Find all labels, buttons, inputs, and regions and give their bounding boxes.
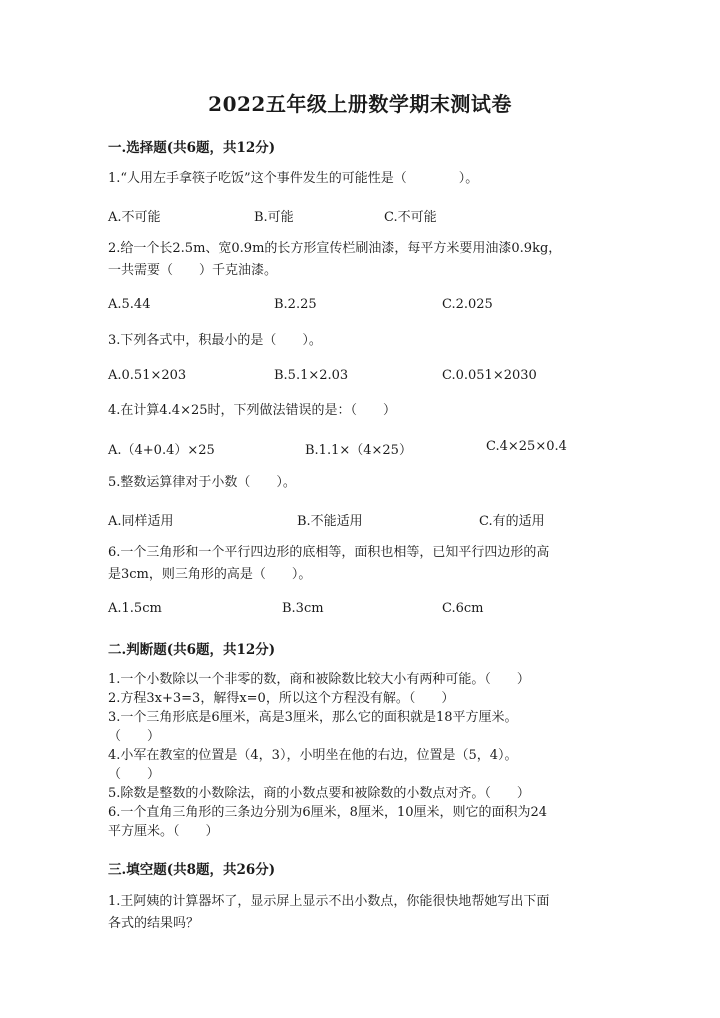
judge-line-3: 3.一个三角形底是6厘米，高是3厘米，那么它的面积就是18平方厘米。	[108, 710, 518, 725]
q3-option-a: A.0.51×203	[108, 368, 187, 383]
question-2-stem-line-1: 2.给一个长2.5m、宽0.9m的长方形宣传栏刷油漆，每平方米要用油漆0.9kg，	[108, 241, 562, 256]
judge-line-2: 2.方程3x+3=3，解得x=0，所以这个方程没有解。（ ）	[108, 691, 455, 706]
judge-line-4: 4.小军在教室的位置是（4，3），小明坐在他的右边，位置是（5，4）。	[108, 748, 518, 763]
section-heading-choice: 一.选择题(共6题，共12分)	[108, 140, 276, 156]
judge-line-3-blank: （ ）	[108, 729, 161, 744]
q6-option-b: B.3cm	[282, 601, 324, 616]
q5-option-b: B.不能适用	[297, 514, 363, 529]
question-2-stem-line-2: 一共需要（ ）千克油漆。	[108, 263, 278, 278]
judge-line-6: 6.一个直角三角形的三条边分别为6厘米，8厘米，10厘米，则它的面积为24	[108, 805, 548, 820]
q1-option-c: C.不可能	[384, 210, 437, 225]
q4-option-a: A.（4+0.4）×25	[108, 443, 215, 458]
page-title: 2022五年级上册数学期末测试卷	[208, 92, 512, 116]
q1-option-b: B.可能	[254, 210, 294, 225]
q2-option-b: B.2.25	[274, 297, 317, 312]
q2-option-c: C.2.025	[442, 297, 493, 312]
q3-option-c: C.0.051×2030	[442, 368, 537, 383]
q4-option-c: C.4×25×0.4	[486, 439, 567, 454]
q1-option-a: A.不可能	[108, 210, 161, 225]
q2-option-a: A.5.44	[108, 297, 151, 312]
question-3-stem: 3.下列各式中，积最小的是（ ）。	[108, 333, 322, 348]
question-4-stem: 4.在计算4.4×25时，下列做法错误的是：（ ）	[108, 403, 397, 418]
q4-option-b: B.1.1×（4×25）	[305, 443, 412, 458]
question-5-stem: 5.整数运算律对于小数（ ）。	[108, 475, 296, 490]
fill-question-1-line-1: 1.王阿姨的计算器坏了，显示屏上显示不出小数点，你能很快地帮她写出下面	[108, 894, 550, 909]
judge-line-1: 1.一个小数除以一个非零的数，商和被除数比较大小有两种可能。（ ）	[108, 672, 530, 687]
section-heading-fill: 三.填空题(共8题，共26分)	[108, 862, 276, 878]
q3-option-b: B.5.1×2.03	[274, 368, 349, 383]
q6-option-c: C.6cm	[442, 601, 484, 616]
section-heading-judge: 二.判断题(共6题，共12分)	[108, 642, 276, 658]
judge-line-5: 5.除数是整数的小数除法，商的小数点要和被除数的小数点对齐。（ ）	[108, 786, 530, 801]
q5-option-c: C.有的适用	[479, 514, 545, 529]
fill-question-1-line-2: 各式的结果吗？	[108, 916, 200, 931]
judge-line-6-cont: 平方厘米。（ ）	[108, 824, 219, 839]
q6-option-a: A.1.5cm	[108, 601, 162, 616]
question-6-stem-line-2: 是3cm，则三角形的高是（ ）。	[108, 567, 312, 582]
q5-option-a: A.同样适用	[108, 514, 174, 529]
judge-line-4-blank: （ ）	[108, 767, 161, 782]
question-6-stem-line-1: 6.一个三角形和一个平行四边形的底相等，面积也相等，已知平行四边形的高	[108, 545, 550, 560]
question-1-stem: 1.“人用左手拿筷子吃饭”这个事件发生的可能性是（ ）。	[108, 171, 479, 186]
